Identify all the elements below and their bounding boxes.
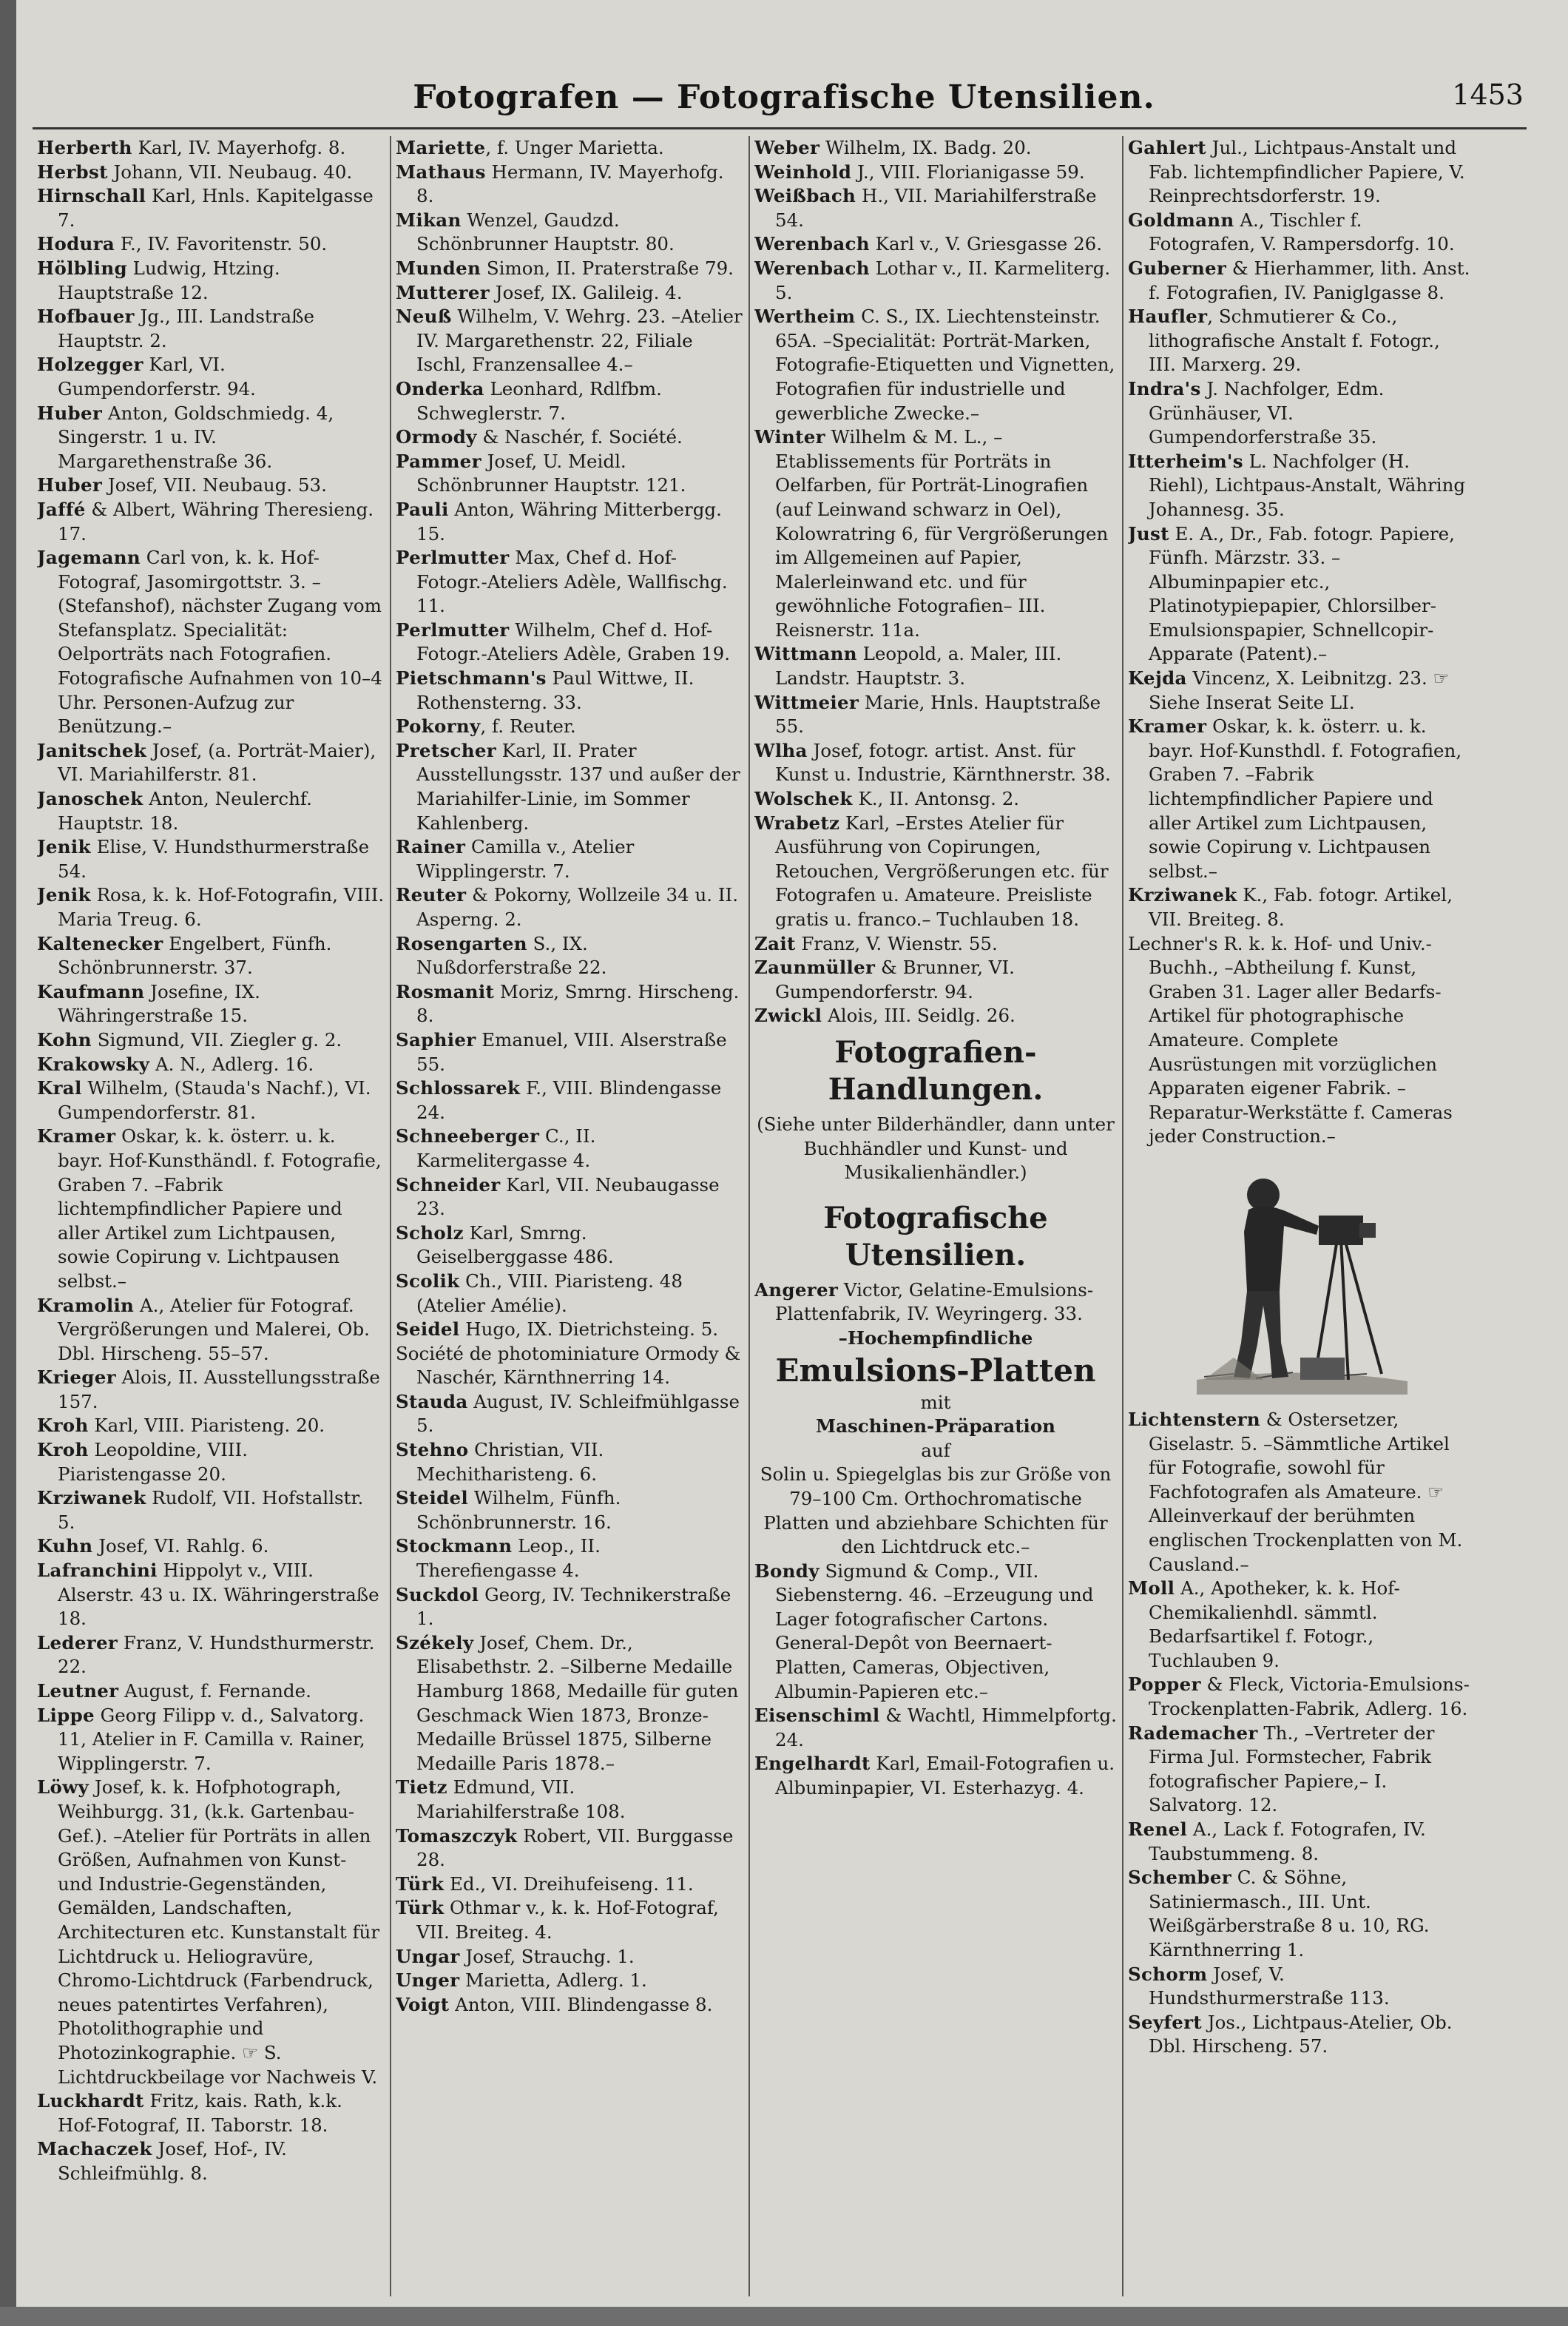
directory-entry: Perlmutter Wilhelm, Chef d. Hof-Fotogr.-Ateliers Adèle, Graben 19.	[396, 618, 731, 665]
directory-entry: Kaufmann Josefine, IX. Währingerstraße 15.	[37, 980, 260, 1027]
directory-entry: Stehno Christian, VII. Mechitharisteng. 6.	[396, 1439, 604, 1485]
directory-entry: Huber Josef, VII. Neubaug. 53.	[37, 474, 327, 496]
ad-line: –Hochempfindliche	[838, 1327, 1033, 1349]
directory-entry: Wrabetz Karl, –Erstes Atelier für Ausführung von Copirungen, Retouchen, Vergrößerungen etc. für Fotografen u. Amateure. Preisliste gratis u. franco.– Tuchlauben 18.	[754, 812, 1109, 930]
directory-entry: Eisenschiml & Wachtl, Himmelpfortg. 24.	[754, 1705, 1117, 1750]
directory-entry: Gahlert Jul., Lichtpaus-Anstalt und Fab. lichtempfindlicher Papiere, V. Reinprechtsdorferstr. 19.	[1128, 137, 1465, 207]
directory-entry: Wolschek K., II. Antonsg. 2.	[754, 788, 1020, 810]
directory-entry: Hirnschall Karl, Hnls. Kapitelgasse 7.	[37, 185, 374, 231]
entry-list	[396, 136, 743, 2017]
directory-entry: Stauda August, IV. Schleifmühlgasse 5.	[396, 1390, 740, 1437]
directory-entry: Wittmann Leopold, a. Maler, III. Landstr. Hauptstr. 3.	[754, 643, 1062, 690]
entry-list	[1128, 1408, 1472, 2059]
directory-entry: Leutner August, f. Fernande.	[37, 1680, 311, 1702]
directory-entry: Kejda Vincenz, X. Leibnitzg. 23. ☞ Siehe Inserat Seite LI.	[1128, 667, 1450, 713]
directory-entry: Ungar Josef, Strauchg. 1.	[396, 1945, 635, 1967]
directory-entry: Krziwanek K., Fab. fotogr. Artikel, VII. Breiteg. 8.	[1128, 884, 1453, 930]
directory-entry: Holzegger Karl, VI. Gumpendorferstr. 94.	[37, 354, 256, 400]
directory-entry: Mutterer Josef, IX. Galileig. 4.	[396, 281, 683, 303]
directory-entry: Löwy Josef, k. k. Hofphotograph, Weihburgg. 31, (k.k. Gartenbau-Gef.). –Atelier für Porträts in allen Größen, Aufnahmen von Kunst- und Industrie-Gegenständen, Gemälden, Landschaften, Architecturen etc. Kunstanstalt für Lichtdruck u. Heliogravüre, Chromo-Lichtdruck (Farbendruck, neues patentirtes Verfahren), Photolithographie und Photozinkographie. ☞ S. Lichtdruckbeilage vor Nachweis V.	[37, 1776, 380, 2088]
ad-headline: Emulsions-Platten	[775, 1352, 1096, 1389]
directory-entry: Kral Wilhelm, (Stauda's Nachf.), VI. Gumpendorferstr. 81.	[37, 1077, 371, 1123]
directory-entry: Pammer Josef, U. Meidl. Schönbrunner Hauptstr. 121.	[396, 450, 686, 496]
directory-entry: Weißbach H., VII. Mariahilferstraße 54.	[754, 185, 1097, 231]
directory-entry: Jenik Elise, V. Hundsthurmerstraße 54.	[37, 836, 370, 882]
directory-entry: Luckhardt Fritz, kais. Rath, k.k. Hof-Fotograf, II. Taborstr. 18.	[37, 2090, 342, 2136]
directory-entry: Winter Wilhelm & M. L., –Etablissements für Porträts in Oelfarben, für Porträt-Linografien (auf Leinwand schwarz in Oel), Kolowratring 6, für Vergrößerungen im Allgemeinen auf Papier, Malerleinwand etc. und für gewöhnliche Fotografien– III. Reisnerstr. 11a.	[754, 426, 1109, 641]
directory-entry: Kramolin A., Atelier für Fotograf. Vergrößerungen und Malerei, Ob. Dbl. Hirscheng. 55–57.	[37, 1294, 370, 1364]
directory-entry: Weber Wilhelm, IX. Badg. 20.	[754, 137, 1032, 158]
section-note: (Siehe unter Bilderhändler, dann unter Buchhändler und Kunst- und Musikalienhändler.)	[757, 1113, 1115, 1184]
directory-entry: Weinhold J., VIII. Florianigasse 59.	[754, 161, 1085, 183]
column-1	[37, 136, 385, 2296]
directory-entry: Moll A., Apotheker, k. k. Hof-Chemikalienhdl. sämmtl. Bedarfsartikel f. Fotogr., Tuchlauben 9.	[1128, 1577, 1400, 1671]
directory-entry: Schneeberger C., II. Karmelitergasse 4.	[396, 1125, 596, 1171]
directory-entry: Lederer Franz, V. Hundsthurmerstr. 22.	[37, 1631, 375, 1678]
directory-entry: Tomaszczyk Robert, VII. Burggasse 28.	[396, 1824, 734, 1871]
directory-entry: Hofbauer Jg., III. Landstraße Hauptstr. 2.	[37, 306, 314, 351]
directory-entry: Machaczek Josef, Hof-, IV. Schleifmühlg. 8.	[37, 2138, 287, 2184]
column-divider	[748, 136, 750, 2296]
column-divider	[390, 136, 391, 2296]
directory-entry: Bondy Sigmund & Comp., VII. Siebensterng. 46. –Erzeugung und Lager fotografischer Cartons. General-Depôt von Beernaert-Platten, Cameras, Objectiven, Albumin-Papieren etc.–	[754, 1560, 1094, 1702]
directory-entry: Krieger Alois, II. Ausstellungsstraße 157.	[37, 1366, 380, 1412]
directory-entry: Pokorny, f. Reuter.	[396, 715, 576, 738]
directory-entry: Mikan Wenzel, Gaudzd. Schönbrunner Hauptstr. 80.	[396, 209, 675, 255]
entry-list	[754, 136, 1117, 1028]
directory-entry: Wertheim C. S., IX. Liechtensteinstr. 65A. –Specialität: Porträt-Marken, Fotografie-Etiquetten und Vignetten, Fotografien für industrielle und gewerbliche Zwecke.–	[754, 306, 1115, 424]
directory-entry: Lechner's R. k. k. Hof- und Univ.-Buchh., –Abtheilung f. Kunst, Graben 31. Lager aller Bedarfs-Artikel für photographische Amateure. Complete Ausrüstungen mit vorzüglichen Apparaten eigener Fabrik. – Reparatur-Werkstätte f. Cameras jeder Construction.–	[1128, 932, 1453, 1147]
page-number: 1453	[1452, 78, 1524, 111]
entry-angerer: Angerer Victor, Gelatine-Emulsions-Plattenfabrik, IV. Weyringerg. 33.	[754, 1278, 1094, 1325]
header-rule	[33, 127, 1527, 129]
directory-entry: Popper & Fleck, Victoria-Emulsions-Trockenplatten-Fabrik, Adlerg. 16.	[1128, 1673, 1470, 1720]
directory-entry: Wlha Josef, fotogr. artist. Anst. für Kunst u. Industrie, Kärnthnerstr. 38.	[754, 739, 1111, 786]
directory-entry: Goldmann A., Tischler f. Fotografen, V. Rampersdorfg. 10.	[1128, 209, 1455, 255]
directory-entry: Seidel Hugo, IX. Dietrichsteing. 5.	[396, 1318, 719, 1341]
directory-entry: Suckdol Georg, IV. Technikerstraße 1.	[396, 1583, 731, 1630]
directory-entry: Kuhn Josef, VI. Rahlg. 6.	[37, 1535, 269, 1557]
entry-list	[1128, 136, 1472, 1149]
directory-entry: Türk Ed., VI. Dreihufeiseng. 11.	[396, 1872, 694, 1895]
directory-entry: Pietschmann's Paul Wittwe, II. Rothensterng. 33.	[396, 667, 695, 713]
directory-entry: Ormody & Naschér, f. Société.	[396, 426, 683, 448]
directory-entry: Engelhardt Karl, Email-Fotografien u. Albuminpapier, VI. Esterhazyg. 4.	[754, 1753, 1115, 1799]
scan-edge-bottom	[0, 2307, 1568, 2326]
directory-entry: Zait Franz, V. Wienstr. 55.	[754, 932, 998, 954]
directory-entry: Rademacher Th., –Vertreter der Firma Jul. Formstecher, Fabrik fotografischer Papiere,– I. Salvatorg. 12.	[1128, 1722, 1435, 1816]
directory-entry: Lafranchini Hippolyt v., VIII. Alserstr. 43 u. IX. Währingerstraße 18.	[37, 1560, 379, 1630]
directory-entry: Jenik Rosa, k. k. Hof-Fotografin, VIII. Maria Treug. 6.	[37, 884, 385, 930]
column-4	[1128, 136, 1472, 2296]
column-divider	[1122, 136, 1123, 2296]
entry-list	[37, 136, 385, 2185]
directory-entry: Mathaus Hermann, IV. Mayerhofg. 8.	[396, 161, 724, 207]
directory-entry: Schneider Karl, VII. Neubaugasse 23.	[396, 1173, 720, 1220]
directory-entry: Hodura F., IV. Favoritenstr. 50.	[37, 233, 328, 255]
directory-entry: Lichtenstern & Ostersetzer, Giselastr. 5. –Sämmtliche Artikel für Fotografie, sowohl für Fachfotografen als Amateure. ☞ Alleinverkauf der berühmten englischen Trockenplatten von M. Causland.–	[1128, 1408, 1463, 1575]
directory-entry: Zwickl Alois, III. Seidlg. 26.	[754, 1005, 1016, 1027]
directory-entry: Türk Othmar v., k. k. Hof-Fotograf, VII. Breiteg. 4.	[396, 1897, 719, 1943]
page-header	[30, 78, 1538, 123]
directory-entry: Pauli Anton, Währing Mitterbergg. 15.	[396, 498, 722, 545]
directory-entry: Perlmutter Max, Chef d. Hof-Fotogr.-Ateliers Adèle, Wallfischg. 11.	[396, 547, 728, 617]
directory-entry: Unger Marietta, Adlerg. 1.	[396, 1969, 647, 1992]
directory-entry: Kohn Sigmund, VII. Ziegler g. 2.	[37, 1028, 342, 1051]
directory-entry: Wittmeier Marie, Hnls. Hauptstraße 55.	[754, 691, 1101, 738]
directory-entry: Neuß Wilhelm, V. Wehrg. 23. –Atelier IV. Margarethenstr. 22, Filiale Ischl, Franzensallee 4.–	[396, 306, 743, 376]
directory-entry: Reuter & Pokorny, Wollzeile 34 u. II. Asperng. 2.	[396, 884, 739, 930]
spacer	[754, 1185, 1117, 1194]
directory-entry: Werenbach Lothar v., II. Karmeliterg. 5.	[754, 257, 1111, 303]
ad-body: Solin u. Spiegelglas bis zur Größe von 79–100 Cm. Orthochromatische Platten und abziehbare Schichten für den Lichtdruck etc.–	[760, 1463, 1112, 1558]
directory-entry: Lippe Georg Filipp v. d., Salvatorg. 11, Atelier in F. Camilla v. Rainer, Wipplingerstr. 7.	[37, 1704, 365, 1774]
directory-entry: Schember C. & Söhne, Satiniermasch., III. Unt. Weißgärberstraße 8 u. 10, RG. Kärnthnerring 1.	[1128, 1867, 1430, 1961]
directory-entry: Rosengarten S., IX. Nußdorferstraße 22.	[396, 932, 607, 979]
directory-entry: Krziwanek Rudolf, VII. Hofstallstr. 5.	[37, 1487, 364, 1533]
directory-entry: Itterheim's L. Nachfolger (H. Riehl), Lichtpaus-Anstalt, Währing Johannesg. 35.	[1128, 450, 1466, 520]
directory-entry: Zaunmüller & Brunner, VI. Gumpendorferstr. 94.	[754, 957, 1015, 1002]
directory-entry: Just E. A., Dr., Fab. fotogr. Papiere, Fünfh. Märzstr. 33. –Albuminpapier etc., Platinotypiepapier, Chlorsilber-Emulsionspapier, Schnellcopir-Apparate (Patent).–	[1128, 522, 1455, 665]
directory-entry: Székely Josef, Chem. Dr., Elisabethstr. 2. –Silberne Medaille Hamburg 1868, Medaille für guten Geschmack Wien 1873, Bronze-Medaille Brüssel 1875, Silberne Medaille Paris 1878.–	[396, 1631, 739, 1774]
directory-entry: Schlossarek F., VIII. Blindengasse 24.	[396, 1077, 722, 1123]
directory-entry: Scholz Karl, Smrng. Geiselberggasse 486.	[396, 1221, 614, 1268]
scan-edge-left	[0, 0, 16, 2326]
directory-entry: Munden Simon, II. Praterstraße 79.	[396, 257, 734, 279]
directory-entry: Stockmann Leop., II. Therefiengasse 4.	[396, 1535, 601, 1582]
directory-entry: Onderka Leonhard, Rdlfbm. Schweglerstr. 7.	[396, 377, 662, 424]
directory-entry: Mariette, f. Unger Marietta.	[396, 137, 664, 158]
directory-entry: Pretscher Karl, II. Prater Ausstellungsstr. 137 und außer der Mariahilfer-Linie, im Sommer Kahlenberg.	[396, 739, 740, 834]
directory-entry: Kroh Karl, VIII. Piaristeng. 20.	[37, 1415, 325, 1437]
directory-entry: Steidel Wilhelm, Fünfh. Schönbrunnerstr. 16.	[396, 1487, 621, 1533]
directory-entry: Werenbach Karl v., V. Griesgasse 26.	[754, 233, 1103, 255]
directory-entry: Scolik Ch., VIII. Piaristeng. 48 (Atelier Amélie).	[396, 1270, 683, 1316]
directory-entry: Kaltenecker Engelbert, Fünfh. Schönbrunnerstr. 37.	[37, 932, 332, 979]
photographer-illustration	[1189, 1158, 1411, 1395]
directory-entry: Tietz Edmund, VII. Mariahilferstraße 108.	[396, 1776, 626, 1822]
directory-entry: Guberner & Hierhammer, lith. Anst. f. Fotografien, IV. Paniglgasse 8.	[1128, 257, 1470, 303]
directory-entry: Voigt Anton, VIII. Blindengasse 8.	[396, 1993, 713, 2015]
directory-entry: Hölbling Ludwig, Htzing. Hauptstraße 12.	[37, 257, 280, 303]
directory-entry: Société de photominiature Ormody & Naschér, Kärnthnerring 14.	[396, 1342, 741, 1389]
section-heading-utensilien: Fotografische Utensilien.	[823, 1200, 1048, 1272]
column-3	[754, 136, 1117, 2296]
directory-entry: Seyfert Jos., Lichtpaus-Atelier, Ob. Dbl. Hirscheng. 57.	[1128, 2011, 1453, 2057]
directory-entry: Kroh Leopoldine, VIII. Piaristengasse 20.	[37, 1439, 249, 1485]
directory-entry: Rosmanit Moriz, Smrng. Hirscheng. 8.	[396, 980, 740, 1027]
directory-entry: Herbst Johann, VII. Neubaug. 40.	[37, 161, 353, 183]
section-heading-handlungen: Fotografien-Handlungen.	[828, 1034, 1044, 1107]
column-2	[396, 136, 743, 2296]
directory-entry: Rainer Camilla v., Atelier Wipplingerstr. 7.	[396, 836, 635, 882]
directory-entry: Janitschek Josef, (a. Porträt-Maier), VI. Mariahilferstr. 81.	[37, 739, 376, 786]
directory-entry: Indra's J. Nachfolger, Edm. Grünhäuser, VI. Gumpendorferstraße 35.	[1128, 377, 1385, 448]
ad-line: Maschinen-Präparation	[816, 1415, 1055, 1437]
directory-entry: Jaffé & Albert, Währing Theresieng. 17.	[37, 498, 374, 545]
directory-entry: Krakowsky A. N., Adlerg. 16.	[37, 1053, 314, 1075]
directory-entry: Janoschek Anton, Neulerchf. Hauptstr. 18.	[37, 788, 312, 834]
directory-entry: Kramer Oskar, k. k. österr. u. k. bayr. Hof-Kunsthdl. f. Fotografien, Graben 7. –Fabrik lichtempfindlicher Papiere und aller Artikel zum Lichtpausen, sowie Copirung v. Lichtpausen selbst.–	[1128, 715, 1462, 882]
ad-line: mit	[920, 1391, 951, 1413]
directory-entry: Kramer Oskar, k. k. österr. u. k. bayr. Hof-Kunsthändl. f. Fotografie, Graben 7. –Fabrik lichtempfindlicher Papiere und aller Artikel zum Lichtpausen, sowie Copirung v. Lichtpausen selbst.–	[37, 1125, 382, 1292]
page-title: Fotografen — Fotografische Utensilien.	[413, 78, 1155, 116]
directory-entry: Schorm Josef, V. Hundsthurmerstraße 113.	[1128, 1963, 1390, 2009]
directory-entry: Huber Anton, Goldschmiedg. 4, Singerstr. 1 u. IV. Margarethenstraße 36.	[37, 402, 334, 472]
directory-entry: Haufler, Schmutierer & Co., lithografische Anstalt f. Fotogr., III. Marxerg. 29.	[1128, 306, 1440, 376]
ad-line: auf	[921, 1439, 950, 1461]
directory-entry: Renel A., Lack f. Fotografen, IV. Taubstummeng. 8.	[1128, 1818, 1426, 1864]
directory-entry: Herberth Karl, IV. Mayerhofg. 8.	[37, 137, 346, 158]
directory-entry: Saphier Emanuel, VIII. Alserstraße 55.	[396, 1028, 727, 1075]
entry-list	[754, 1560, 1117, 1801]
directory-entry: Jagemann Carl von, k. k. Hof-Fotograf, Jasomirgottstr. 3. –(Stefanshof), nächster Zugang vom Stefansplatz. Specialität: Oelporträts nach Fotografien. Fotografische Aufnahmen von 10–4 Uhr. Personen-Aufzug zur Benützung.–	[37, 547, 382, 738]
